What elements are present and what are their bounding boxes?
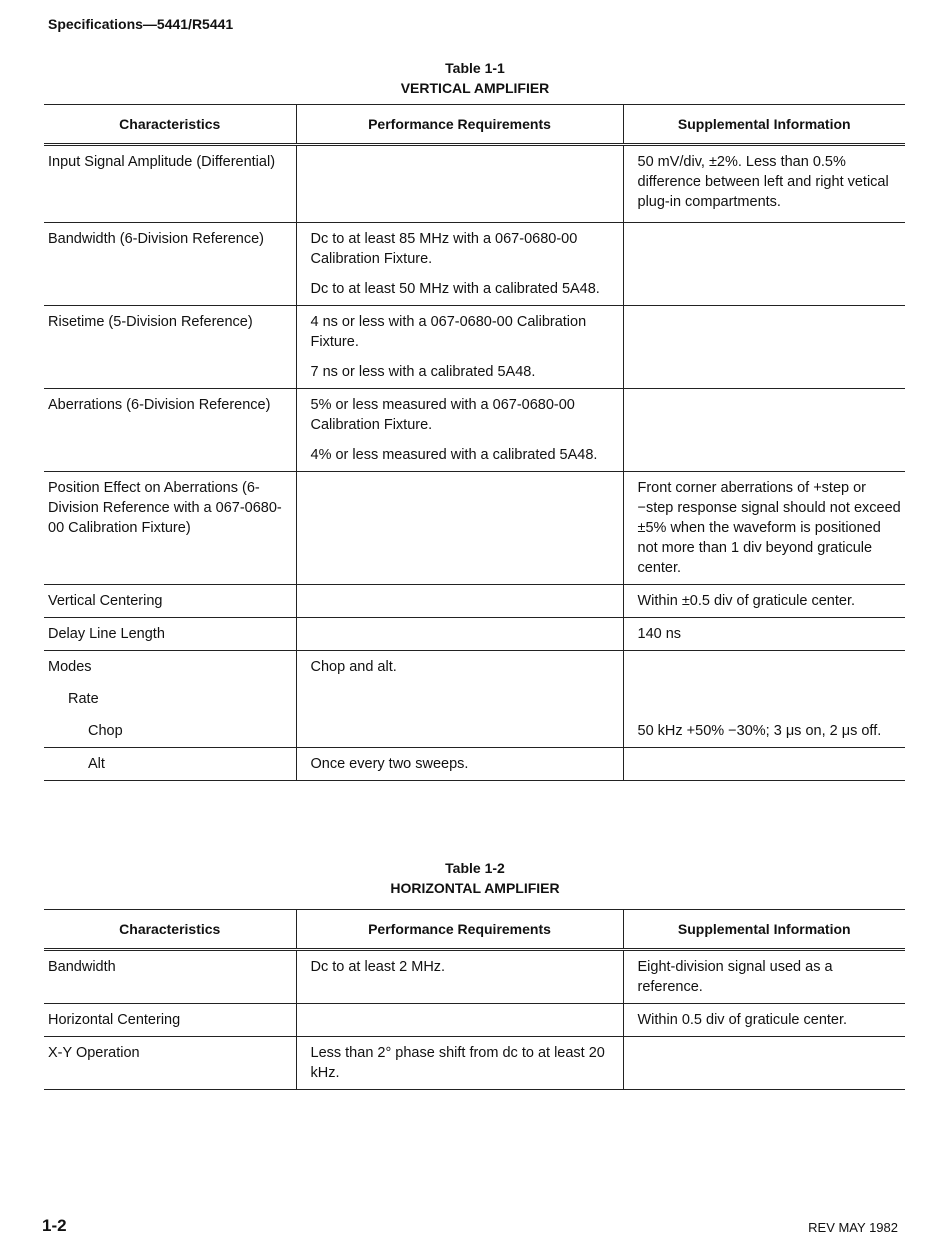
page-number: 1-2	[42, 1216, 67, 1235]
table-row	[44, 1004, 905, 1037]
table-row	[44, 585, 905, 618]
cell-supplemental: Within ±0.5 div of graticule center.	[623, 585, 905, 618]
cell-supplemental: 140 ns	[623, 618, 905, 651]
performance-line: 4 ns or less with a 067-0680-00 Calibration Fixture.	[310, 314, 587, 350]
cell-performance	[296, 145, 623, 223]
cell-performance	[296, 472, 623, 585]
vertical-amplifier-table	[44, 104, 905, 781]
table-row	[44, 1037, 905, 1090]
cell-supplemental: Within 0.5 div of graticule center.	[623, 1004, 905, 1037]
col-header-performance: Performance Requirements	[296, 105, 623, 145]
revision-date: REV MAY 1982	[808, 1220, 898, 1235]
cell-supplemental	[623, 651, 905, 684]
cell-characteristic: Delay Line Length	[44, 618, 296, 651]
cell-performance	[296, 715, 623, 748]
col-header-supplemental: Supplemental Information	[623, 105, 905, 145]
table1-title: VERTICAL AMPLIFIER	[400, 80, 550, 96]
table-header-row	[44, 910, 905, 950]
performance-line: 5% or less measured with a 067-0680-00 Calibration Fixture.	[310, 397, 575, 433]
cell-supplemental	[623, 748, 905, 781]
performance-line: 7 ns or less with a calibrated 5A48.	[310, 364, 536, 380]
cell-characteristic: Input Signal Amplitude (Differential)	[44, 145, 296, 223]
table1-number: Table 1-1	[445, 60, 505, 76]
horizontal-amplifier-table	[44, 909, 905, 1090]
cell-performance: Dc to at least 2 MHz.	[296, 950, 623, 1004]
cell-performance	[296, 1004, 623, 1037]
performance-line: Dc to at least 50 MHz with a calibrated 5A48.	[310, 281, 600, 297]
cell-performance	[296, 683, 623, 715]
table-row	[44, 715, 905, 748]
cell-supplemental	[623, 389, 905, 472]
cell-characteristic: Position Effect on Aberrations (6-Division Reference with a 067-0680-00 Calibration Fixture)	[44, 472, 296, 585]
cell-performance: Once every two sweeps.	[296, 748, 623, 781]
cell-characteristic: Risetime (5-Division Reference)	[44, 306, 296, 389]
running-header: Specifications—5441/R5441	[48, 16, 234, 32]
cell-characteristic: Modes	[48, 659, 92, 675]
cell-supplemental: 50 mV/div, ±2%. Less than 0.5% difference between left and right vetical plug-in compartments.	[623, 145, 905, 223]
table-row	[44, 950, 905, 1004]
cell-performance: Chop and alt.	[296, 651, 623, 684]
col-header-characteristics: Characteristics	[44, 105, 296, 145]
table-row	[44, 618, 905, 651]
cell-performance	[296, 618, 623, 651]
table-row	[44, 683, 905, 715]
cell-characteristic: Aberrations (6-Division Reference)	[44, 389, 296, 472]
cell-performance: Less than 2° phase shift from dc to at least 20 kHz.	[296, 1037, 623, 1090]
cell-characteristic: X-Y Operation	[44, 1037, 296, 1090]
table1-caption	[0, 58, 950, 98]
cell-supplemental: 50 kHz +50% −30%; 3 μs on, 2 μs off.	[623, 715, 905, 748]
table-row	[44, 651, 905, 684]
table-row	[44, 472, 905, 585]
cell-characteristic: Bandwidth (6-Division Reference)	[44, 223, 296, 306]
cell-characteristic: Rate	[68, 691, 99, 707]
performance-line: Dc to at least 85 MHz with a 067-0680-00 Calibration Fixture.	[310, 231, 578, 267]
cell-supplemental	[623, 223, 905, 306]
cell-performance	[296, 585, 623, 618]
table2-caption	[0, 858, 950, 898]
cell-performance	[296, 306, 623, 389]
col-header-performance: Performance Requirements	[296, 910, 623, 950]
col-header-supplemental: Supplemental Information	[623, 910, 905, 950]
cell-characteristic: Bandwidth	[44, 950, 296, 1004]
table-row	[44, 748, 905, 781]
table-row	[44, 223, 905, 306]
cell-supplemental	[623, 683, 905, 715]
cell-supplemental: Eight-division signal used as a reference.	[623, 950, 905, 1004]
table-row	[44, 145, 905, 223]
cell-supplemental: Front corner aberrations of +step or −step response signal should not exceed ±5% when the waveform is positioned not more than 1 div beyond graticule center.	[623, 472, 905, 585]
cell-performance	[296, 389, 623, 472]
table-header-row	[44, 105, 905, 145]
cell-supplemental	[623, 1037, 905, 1090]
cell-characteristic: Vertical Centering	[44, 585, 296, 618]
table2-number: Table 1-2	[445, 860, 505, 876]
cell-supplemental	[623, 306, 905, 389]
performance-line: 4% or less measured with a calibrated 5A48.	[310, 447, 598, 463]
table-row	[44, 306, 905, 389]
cell-characteristic: Horizontal Centering	[44, 1004, 296, 1037]
cell-performance	[296, 223, 623, 306]
col-header-characteristics: Characteristics	[44, 910, 296, 950]
cell-characteristic: Chop	[44, 715, 296, 748]
table-row	[44, 389, 905, 472]
table2-title: HORIZONTAL AMPLIFIER	[390, 880, 560, 896]
cell-characteristic: Alt	[44, 748, 296, 781]
